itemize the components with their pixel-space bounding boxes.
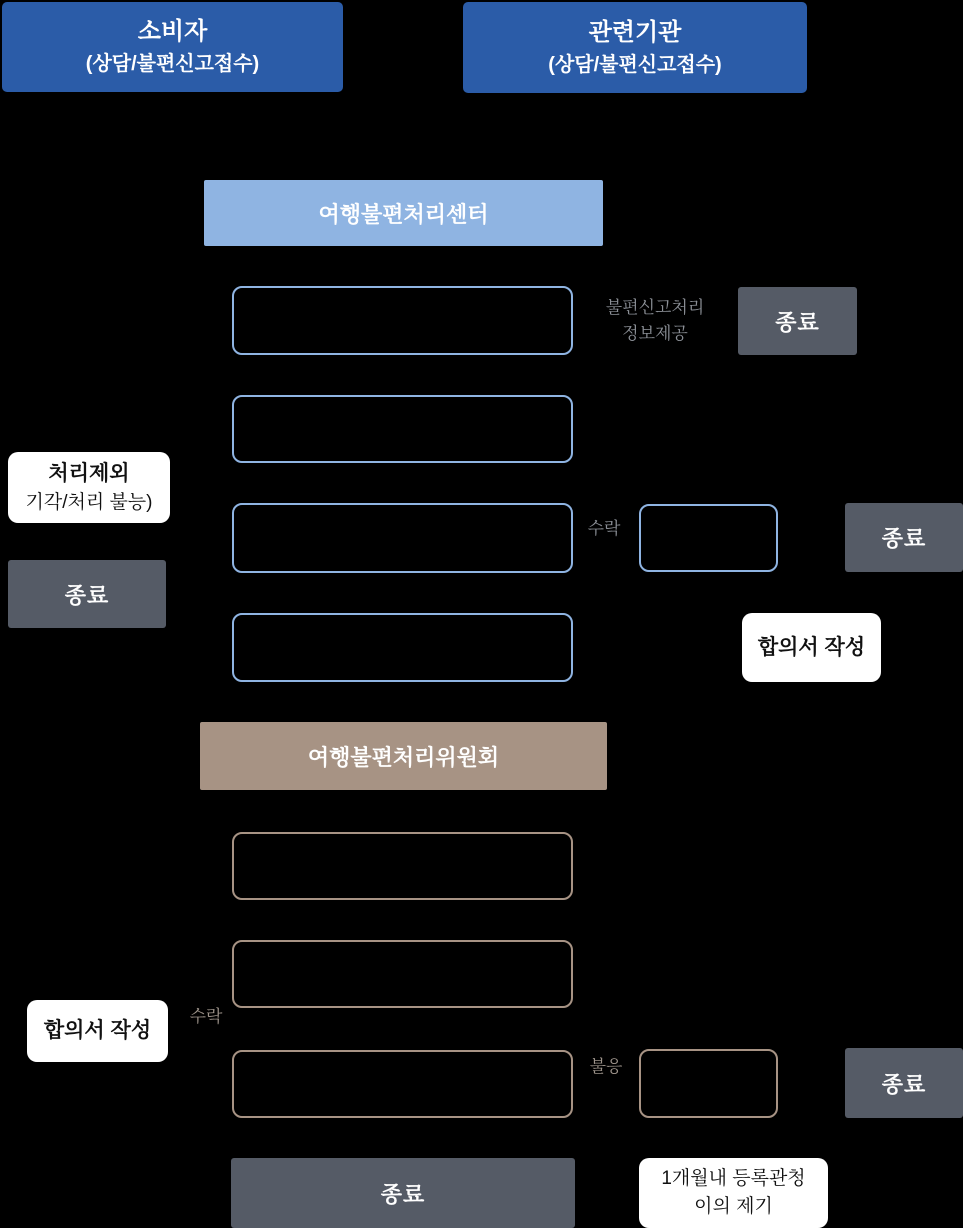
objection-line1: 1개월내 등록관청	[661, 1168, 806, 1189]
committee-header-label: 여행불편처리위원회	[307, 744, 500, 770]
accept-label-bottom: 수락	[189, 1007, 223, 1026]
exclusion-note-box	[8, 452, 170, 523]
refuse-label: 불응	[589, 1057, 623, 1076]
agency-title: 관련기관	[588, 18, 682, 46]
agreement-note-bottom: 합의서 작성	[27, 1000, 168, 1062]
exclusion-line2: 기각/처리 불능)	[25, 491, 153, 513]
objection-line2: 이의 제기	[694, 1196, 773, 1217]
accept-label-top: 수락	[587, 519, 621, 538]
consumer-title: 소비자	[137, 18, 208, 45]
center-step-4-box	[232, 613, 573, 682]
end-box-left: 종료	[8, 560, 166, 628]
end-box-center-right: 종료	[845, 503, 963, 572]
center-accept-box	[639, 504, 778, 572]
end-box-top: 종료	[738, 287, 857, 355]
consumer-subtitle: (상담/불편신고접수)	[85, 53, 260, 75]
end-box-bottom-center: 종료	[231, 1158, 575, 1228]
center-header	[204, 180, 603, 246]
exclusion-line1: 처리제외	[48, 461, 130, 485]
committee-step-1-box	[232, 832, 573, 900]
objection-note-box	[639, 1158, 828, 1228]
consumer-box	[2, 2, 343, 92]
center-header-label: 여행불편처리센터	[318, 201, 489, 227]
committee-step-2-box	[232, 940, 573, 1008]
committee-step-3-box	[232, 1050, 573, 1118]
center-step-2-box	[232, 395, 573, 463]
center-step-3-box	[232, 503, 573, 573]
end-box-bottom-right: 종료	[845, 1048, 963, 1118]
info-provided-label: 불편신고처리 정보제공	[605, 298, 705, 343]
committee-refuse-box	[639, 1049, 778, 1118]
agreement-note-top: 합의서 작성	[742, 613, 881, 682]
center-step-1-box	[232, 286, 573, 355]
committee-header	[200, 722, 607, 790]
agency-subtitle: (상담/불편신고접수)	[548, 53, 722, 76]
agency-box	[463, 2, 807, 93]
